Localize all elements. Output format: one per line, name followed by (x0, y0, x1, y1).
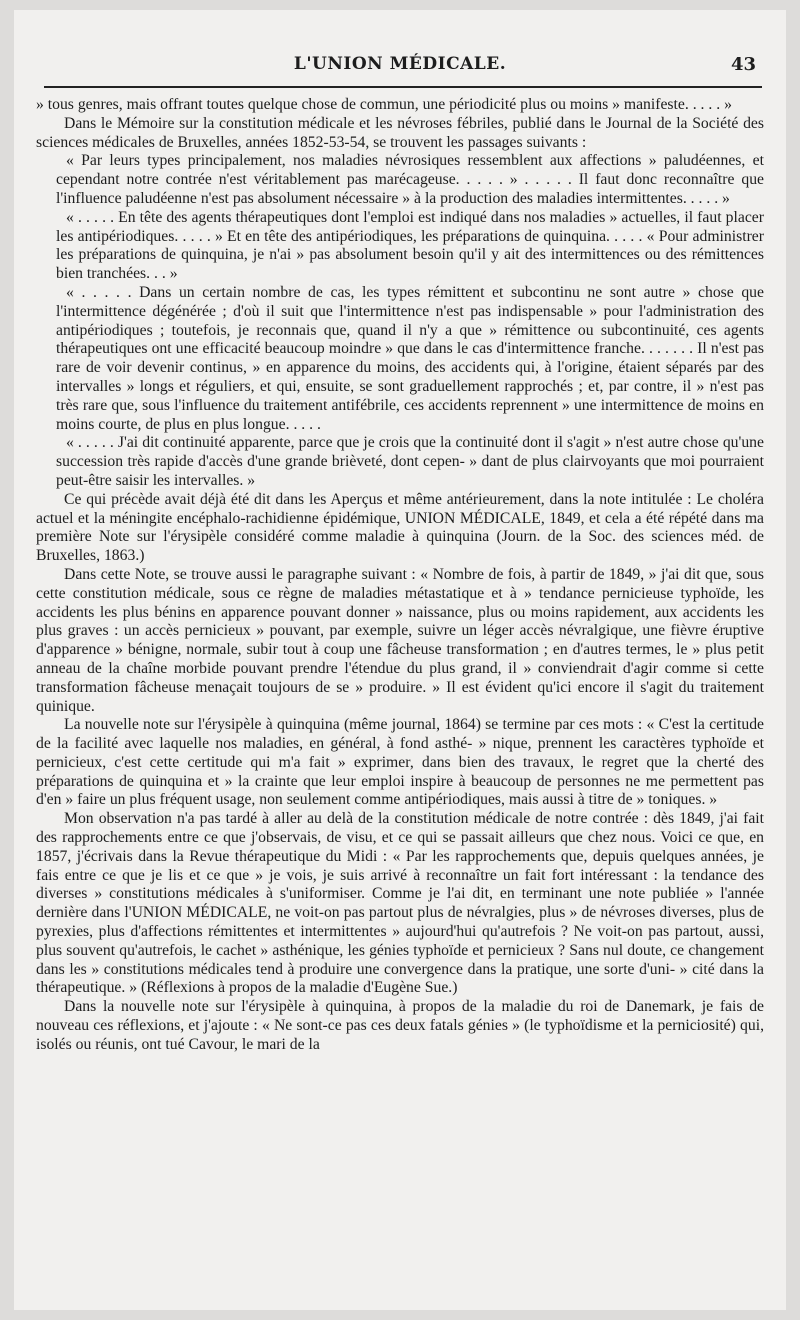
paragraph: La nouvelle note sur l'érysipèle à quinquina (même journal, 1864) se termine par ces mots : « C'est la certitude de la facilité avec laquelle nos maladies, en général, à fond asthé- » nique, prennent les caractères typhoïde et pernicieux, c'est cette certitude qui m'a fait » exprimer, dans bien des travaux, le regret que la cherté des préparations de quinquina et » la crainte que leur emploi inspire à beaucoup de personnes ne me permettent pas d'en » faire un plus fréquent usage, non seulement comme antipériodiques, mais aussi à titre de » toniques. » (36, 716, 764, 809)
header-rule (44, 86, 762, 88)
paragraph: Dans cette Note, se trouve aussi le paragraphe suivant : « Nombre de fois, à partir de 1849, » j'ai dit que, sous cette constitution médicale, sous ce règne de maladies métastatique et à » tendance pernicieuse typhoïde, les accidents les plus bénins en apparence pouvant donner » naissance, plus ou moins rapidement, aux accidents les plus graves : un accès pernicieux » pouvant, par exemple, suivre un léger accès névralgique, une fièvre éruptive d'apparence » bénigne, normale, subir tout à coup une fâcheuse transformation ; en d'autres termes, le » plus petit anneau de la chaîne morbide pouvant prendre l'étendue du plus grand, il » conviendrait d'agir comme si cette transformation fâcheuse menaçait toujours de se » produire. » Il est évident qu'ici encore il s'agit du traitement quinique. (36, 565, 764, 715)
paragraph: » tous genres, mais offrant toutes quelque chose de commun, une périodicité plus ou moins » manifeste. . . . . » (36, 96, 732, 113)
paragraph: « . . . . . J'ai dit continuité apparente, parce que je crois que la continuité dont il s'agit » n'est autre chose qu'une succession très rapide d'accès d'une grande brièveté, dont cepen- » dant de plus clairvoyants que moi pourraient peut-être saisir les intervalles. » (56, 434, 764, 489)
running-title: L'UNION MÉDICALE. (293, 54, 507, 74)
paragraph: Mon observation n'a pas tardé à aller au delà de la constitution médicale de notre contrée : dès 1849, j'ai fait des rapprochements entre ce que j'observais, de visu, et ce qui se passait ailleurs que chez nous. Voici ce que, en 1857, j'écrivais dans la Revue thérapeutique du Midi : « Par les rapprochements que, depuis quelques années, je fais entre ce que je lis et ce que » je vois, je suis arrivé à reconnaître un fait fort intéressant : la tendance des diverses » constitutions médicales à s'uniformiser. Comme je l'ai dit, en terminant une note publiée » l'année dernière dans l'UNION MÉDICALE, ne voit-on pas partout plus de névralgies, plus » de névroses diverses, plus de pyrexies, plus d'affections rémittentes et intermittentes » aujourd'hui qu'autrefois ? Ne voit-on pas partout, aussi, plus souvent qu'autrefois, le cachet » asthénique, les génies typhoïde et pernicieux ? Sans nul doute, ce changement dans les » constitutions médicales tend à produire une convergence dans la pratique, une sorte d'uni- » cité dans la thérapeutique. » (Réflexions à propos de la maladie d'Eugène Sue.) (36, 810, 764, 997)
paragraph: « Par leurs types principalement, nos maladies névrosiques ressemblent aux affections » paludéennes, et cependant notre contrée n'est véritablement pas marécageuse. . . . . » . . . . . Il faut donc reconnaître que l'influence paludéenne n'est pas absolument nécessaire » à la production des maladies intermittentes. . . . . » (56, 152, 764, 207)
paragraph: « . . . . . En tête des agents thérapeutiques dont l'emploi est indiqué dans nos maladies » actuelles, il faut placer les antipériodiques. . . . . » Et en tête des antipériodiques, les préparations de quinquina. . . . . « Pour administrer les préparations de quinquina, je n'ai » pas absolument besoin qu'il y ait des intermittences ou des rémittences bien tranchées. . . » (56, 208, 764, 283)
paragraph: Dans le Mémoire sur la constitution médicale et les névroses fébriles, publié dans le Journal de la Société des sciences médicales de Bruxelles, années 1852-53-54, se trouvent les passages suivants : (36, 114, 764, 151)
page-header (38, 42, 762, 82)
paragraph: Dans la nouvelle note sur l'érysipèle à quinquina, à propos de la maladie du roi de Danemark, je fais de nouveau ces réflexions, et j'ajoute : « Ne sont-ce pas ces deux fatals génies » (le typhoïdisme et la perniciosité) qui, isolés ou réunis, ont tué Cavour, le mari de la (36, 998, 764, 1053)
paragraph: Ce qui précède avait déjà été dit dans les Aperçus et même antérieurement, dans la note intitulée : Le choléra actuel et la méningite encéphalo-rachidienne épidémique, UNION MÉDICALE, 1849, et cela a été répété dans ma première Note sur l'érysipèle considéré comme maladie à quinquina (Journ. de la Soc. des sciences méd. de Bruxelles, 1863.) (36, 490, 764, 565)
page-number: 43 (730, 54, 756, 75)
body-text (36, 96, 764, 1055)
paragraph: « . . . . . Dans un certain nombre de cas, les types rémittent et subcontinu ne sont autre » chose que l'intermittence dégénérée ; d'où il suit que l'intermittence n'est pas indispensable » pour l'administration des antipériodiques ; toutefois, je reconnais que, quand il n'y a que » rémittence ou subcontinuité, ces agents thérapeutiques ont une efficacité beaucoup moindre » que dans le cas d'intermittence franche. . . . . . . Il n'est pas rare de voir devenir continus, » en apparence du moins, des accidents qui, à l'origine, étaient séparés par des intervalles » longs et réguliers, et qui, ensuite, se sont graduellement rapprochés ; et, par contre, il » n'est pas très rare que, sous l'influence du traitement antifébrile, ces accidents reprennent » une intermittence de moins en moins courte, de plus en plus longue. . . . . (56, 283, 764, 433)
document-page (14, 10, 786, 1310)
